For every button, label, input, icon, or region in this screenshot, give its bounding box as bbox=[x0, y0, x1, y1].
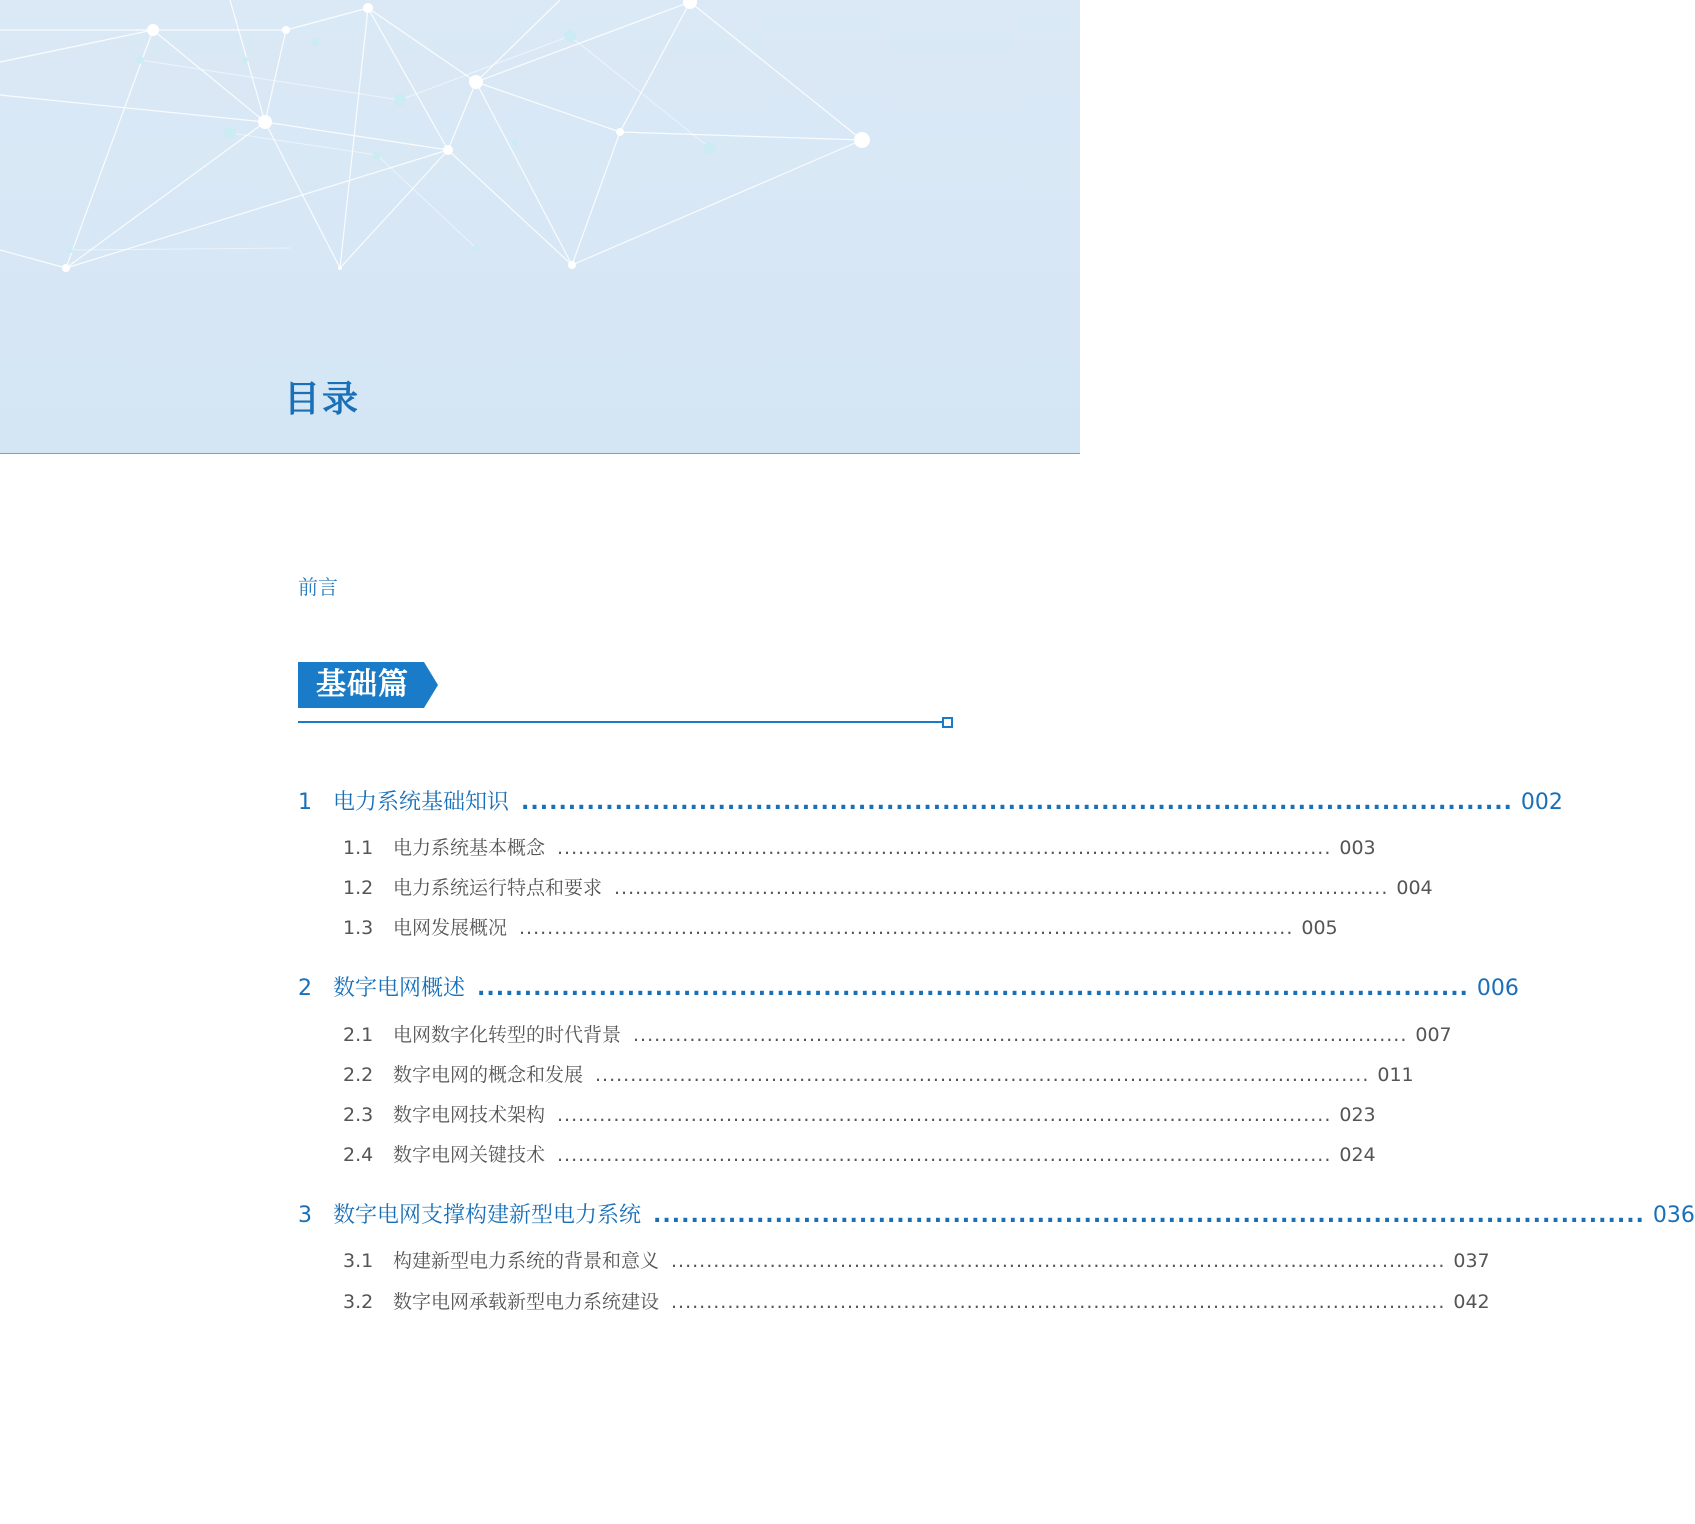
dot-leader: .............................................................................................................. bbox=[519, 917, 1294, 939]
chapter-page-number: 006 bbox=[1476, 976, 1519, 1001]
header-banner bbox=[0, 0, 1080, 454]
toc-section-1-2[interactable] bbox=[343, 873, 1433, 903]
toc-section-1-1[interactable] bbox=[343, 833, 1376, 863]
section-page-number: 024 bbox=[1339, 1144, 1376, 1166]
part-label: 基础篇 bbox=[316, 667, 409, 702]
section-page-number: 005 bbox=[1301, 917, 1338, 939]
chapter-number: 3 bbox=[298, 1203, 312, 1228]
dot-leader: .......................................................................................................... bbox=[477, 976, 1469, 1001]
toc-preface-link[interactable]: 前言 bbox=[298, 575, 338, 599]
toc-section-2-2[interactable] bbox=[343, 1060, 1414, 1090]
dot-leader: .............................................................................................................. bbox=[557, 1144, 1332, 1166]
chapter-title: 电力系统基础知识 bbox=[333, 790, 510, 815]
section-page-number: 037 bbox=[1453, 1250, 1490, 1272]
dot-leader: .............................................................................................................. bbox=[595, 1064, 1370, 1086]
section-title: 数字电网技术架构 bbox=[393, 1104, 546, 1126]
network-graphic bbox=[0, 0, 1080, 453]
toc-section-2-4[interactable] bbox=[343, 1140, 1376, 1170]
section-title: 数字电网关键技术 bbox=[393, 1144, 546, 1166]
section-title: 构建新型电力系统的背景和意义 bbox=[393, 1250, 660, 1272]
toc-section-3-1[interactable] bbox=[343, 1246, 1490, 1276]
section-number: 2.4 bbox=[343, 1144, 374, 1166]
toc-chapter-1[interactable] bbox=[298, 786, 1563, 820]
toc-section-2-1[interactable] bbox=[343, 1020, 1452, 1050]
section-title: 数字电网的概念和发展 bbox=[393, 1064, 584, 1086]
dot-leader: .......................................................................................................... bbox=[653, 1203, 1645, 1228]
chapter-number: 2 bbox=[298, 976, 312, 1001]
dot-leader: .............................................................................................................. bbox=[614, 877, 1389, 899]
section-number: 1.1 bbox=[343, 837, 374, 859]
section-number: 1.3 bbox=[343, 917, 374, 939]
section-title: 电力系统基本概念 bbox=[393, 837, 546, 859]
chapter-number: 1 bbox=[298, 790, 312, 815]
toc-section-3-2[interactable] bbox=[343, 1287, 1490, 1317]
section-page-number: 042 bbox=[1453, 1291, 1490, 1313]
section-number: 2.2 bbox=[343, 1064, 374, 1086]
page-title: 目录 bbox=[284, 379, 361, 420]
part-divider bbox=[298, 721, 944, 723]
chapter-title: 数字电网支撑构建新型电力系统 bbox=[333, 1203, 642, 1228]
section-page-number: 011 bbox=[1377, 1064, 1414, 1086]
section-number: 3.1 bbox=[343, 1250, 374, 1272]
section-title: 电力系统运行特点和要求 bbox=[393, 877, 603, 899]
toc-section-2-3[interactable] bbox=[343, 1100, 1376, 1130]
section-number: 1.2 bbox=[343, 877, 374, 899]
chapter-title: 数字电网概述 bbox=[333, 976, 466, 1001]
section-number: 2.1 bbox=[343, 1024, 374, 1046]
divider-end-square bbox=[942, 717, 953, 728]
section-title: 数字电网承载新型电力系统建设 bbox=[393, 1291, 660, 1313]
dot-leader: .............................................................................................................. bbox=[557, 1104, 1332, 1126]
section-number: 2.3 bbox=[343, 1104, 374, 1126]
section-page-number: 004 bbox=[1396, 877, 1433, 899]
part-heading bbox=[298, 662, 438, 708]
chapter-page-number: 002 bbox=[1520, 790, 1563, 815]
section-page-number: 007 bbox=[1415, 1024, 1452, 1046]
dot-leader: .............................................................................................................. bbox=[557, 837, 1332, 859]
dot-leader: .............................................................................................................. bbox=[671, 1250, 1446, 1272]
section-page-number: 023 bbox=[1339, 1104, 1376, 1126]
dot-leader: .......................................................................................................... bbox=[521, 790, 1513, 815]
section-number: 3.2 bbox=[343, 1291, 374, 1313]
dot-leader: .............................................................................................................. bbox=[671, 1291, 1446, 1313]
toc-chapter-2[interactable] bbox=[298, 972, 1519, 1006]
chapter-page-number: 036 bbox=[1652, 1203, 1695, 1228]
section-title: 电网数字化转型的时代背景 bbox=[393, 1024, 622, 1046]
dot-leader: .............................................................................................................. bbox=[633, 1024, 1408, 1046]
section-title: 电网发展概况 bbox=[393, 917, 508, 939]
section-page-number: 003 bbox=[1339, 837, 1376, 859]
toc-section-1-3[interactable] bbox=[343, 913, 1338, 943]
toc-chapter-3[interactable] bbox=[298, 1199, 1695, 1233]
